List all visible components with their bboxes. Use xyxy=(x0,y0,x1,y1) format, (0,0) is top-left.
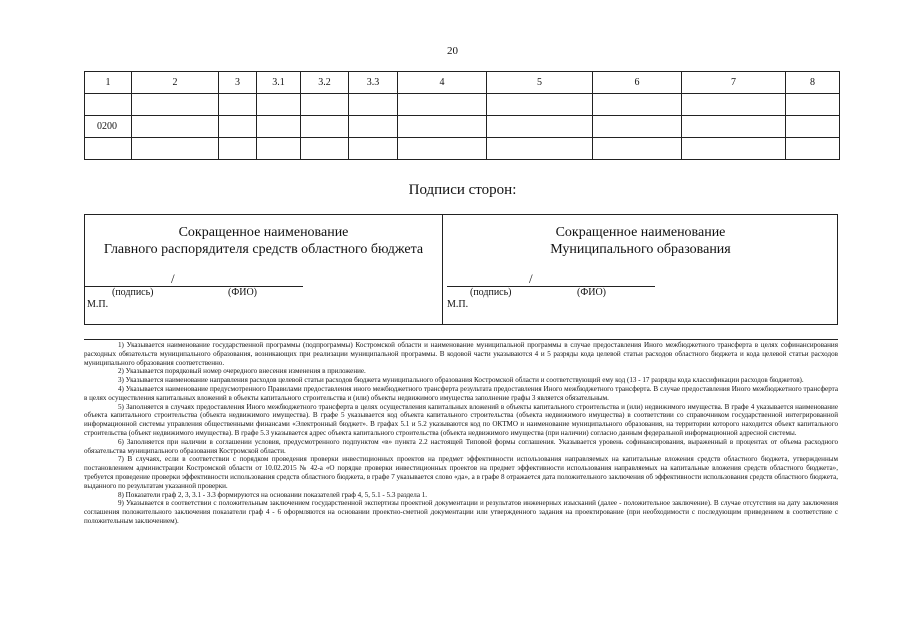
table-cell xyxy=(301,138,349,160)
footnote: 2) Указывается порядковый номер очередного внесения изменения в приложение. xyxy=(118,367,366,376)
table-cell xyxy=(487,116,593,138)
footnote-separator xyxy=(84,339,838,340)
data-table xyxy=(84,71,840,160)
table-cell xyxy=(349,116,398,138)
left-name-label: (ФИО) xyxy=(228,287,258,298)
table-cell xyxy=(682,138,786,160)
left-org-line2: Главного распорядителя средств областного бюджета xyxy=(103,242,424,257)
header-cell: 2 xyxy=(132,72,219,94)
signatures-title: Подписи сторон: xyxy=(408,182,517,198)
footnotes xyxy=(84,341,838,526)
right-signature-label: (подпись) xyxy=(470,287,512,298)
header-cell: 3.2 xyxy=(301,72,349,94)
footnote: 7) В случаях, если в соответствии с порядком проведения проверки инвестиционных проектов на предмет эффективности использования направляемых на капитальные вложения средств областного бюджета, утвержденным постановлением администрации Костромской области от 10.02.2015 № 42-а «О порядке проверки инвестиционных проектов на предмет эффективности использования направляемых на капитальные вложения средств областного бюджета», требуется проведение проверки эффективности использования средств областного бюджета, в графе 7 указывается слово «да», а в графе 8 отражается дата положительного заключения об эффективности использования средств областного бюджета, выданного по результатам указанной проверки. xyxy=(84,455,838,490)
table-cell xyxy=(487,94,593,116)
header-cell: 7 xyxy=(682,72,786,94)
table-cell xyxy=(398,116,487,138)
header-cell: 1 xyxy=(85,72,132,94)
footnote: 4) Указывается наименование предусмотренного Правилами предоставления иного межбюджетного трансферта результата предоставления Иного межбюджетного трансферта. В случае предоставления Иного межбюджетного трансферта в целях осуществления капитальных вложений в объекты капитального строительства и (или) объекты недвижимого имущества заполнение графы 3 является обязательным. xyxy=(84,384,838,402)
table-cell xyxy=(349,94,398,116)
right-seal-label: М.П. xyxy=(447,299,469,310)
left-signature-slash: / xyxy=(171,271,175,286)
left-signature-label: (подпись) xyxy=(112,287,154,298)
table-cell xyxy=(593,138,682,160)
footnote: 8) Показатели граф 2, 3, 3.1 - 3.3 формируются на основании показателей граф 4, 5, 5.1 - 5.3 раздела 1. xyxy=(118,490,428,499)
table-cell xyxy=(398,94,487,116)
right-signature-slash: / xyxy=(529,271,533,286)
table-cell xyxy=(682,94,786,116)
table-cell xyxy=(487,138,593,160)
header-cell: 3.1 xyxy=(257,72,301,94)
table-cell xyxy=(85,94,132,116)
table-cell xyxy=(132,94,219,116)
table-row xyxy=(85,138,840,160)
right-name-label: (ФИО) xyxy=(577,287,607,298)
footnote: 6) Заполняется при наличии в соглашении условия, предусмотренного подпунктом «в» пункта 2.2 настоящей Типовой формы соглашения. Указывается уровень софинансирования, выраженный в процентах от объема расходного обязательства муниципального образования Костромской области. xyxy=(84,437,838,455)
right-org-line1: Сокращенное наименование xyxy=(555,225,726,240)
table-cell xyxy=(301,116,349,138)
footnote: 3) Указывается наименование направления расходов целевой статьи расходов бюджета муниципального образования Костромской области и соответствующий ему код (13 - 17 разряды кода классификации расходов бюджетов). xyxy=(118,376,804,385)
table-cell xyxy=(219,116,257,138)
right-org-line2: Муниципального образования xyxy=(550,242,731,257)
footnote: 9) Указывается в соответствии с положительным заключением государственной экспертизы проектной документации и результатов инженерных изысканий (далее - положительное заключение). В случае отсутствия на дату заключения соглашения положительного заключения показатели граф 4 - 6 оформляются на основании проектно-сметной документации или утвержденного задания на проектирование (при необходимости с последующим приведением в соответствие с положительным заключением). xyxy=(84,499,838,525)
table-cell xyxy=(257,138,301,160)
header-cell: 4 xyxy=(398,72,487,94)
table-cell xyxy=(593,116,682,138)
right-org-name xyxy=(442,224,839,258)
table-row xyxy=(85,116,840,138)
table-cell xyxy=(301,94,349,116)
table-cell xyxy=(398,138,487,160)
header-cell: 5 xyxy=(487,72,593,94)
row-code-cell: 0200 xyxy=(85,116,132,138)
table-cell xyxy=(682,116,786,138)
table-cell xyxy=(593,94,682,116)
signature-block xyxy=(84,214,838,325)
table-cell xyxy=(786,116,840,138)
footnote: 5) Заполняется в случаях предоставления Иного межбюджетного трансферта в целях осуществления капитальных вложений в объекты капитального строительства и (или) недвижимого имущества. В графе 4 указывается наименование объекта капитального строительства (объекта недвижимого имущества). В графе 5 указывается код объекта капитального строительства (объекта недвижимого имущества) в соответствии со справочником государственной интегрированной информационной системы управления общественными финансами «Электронный бюджет». В графах 5.1 и 5.2 указываются код по ОКТМО и наименование муниципального образования, на территории которого находится объект капитального строительства (объект недвижимого имущества). В графе 5.3 указывается адрес объекта капитального строительства (объекта недвижимого имущества (при наличии) согласно данным федеральной информационной адресной системы. xyxy=(84,402,838,437)
header-cell: 3.3 xyxy=(349,72,398,94)
table-row xyxy=(85,94,840,116)
footnote: 1) Указывается наименование государственной программы (подпрограммы) Костромской области и наименование муниципальной программы в случае предоставления Иного межбюджетного трансферта в целях софинансирования расходных обязательств муниципального образования, возникающих при реализации муниципальной программы. В кодовой части указываются 4 и 5 разряды кода целевой статьи расходов областного бюджета и кода целевой статьи расходов муниципального образования соответственно. xyxy=(84,341,838,367)
table-cell xyxy=(132,138,219,160)
header-cell: 8 xyxy=(786,72,840,94)
table-cell xyxy=(219,138,257,160)
table-cell xyxy=(85,138,132,160)
table-cell xyxy=(786,94,840,116)
table-cell xyxy=(257,94,301,116)
table-cell xyxy=(786,138,840,160)
page-number: 20 xyxy=(447,45,458,57)
table-header-row xyxy=(85,72,840,94)
left-org-name xyxy=(85,224,442,258)
table-cell xyxy=(257,116,301,138)
table-cell xyxy=(219,94,257,116)
header-cell: 6 xyxy=(593,72,682,94)
header-cell: 3 xyxy=(219,72,257,94)
left-org-line1: Сокращенное наименование xyxy=(178,225,349,240)
table-cell xyxy=(349,138,398,160)
left-seal-label: М.П. xyxy=(87,299,109,310)
table-cell xyxy=(132,116,219,138)
